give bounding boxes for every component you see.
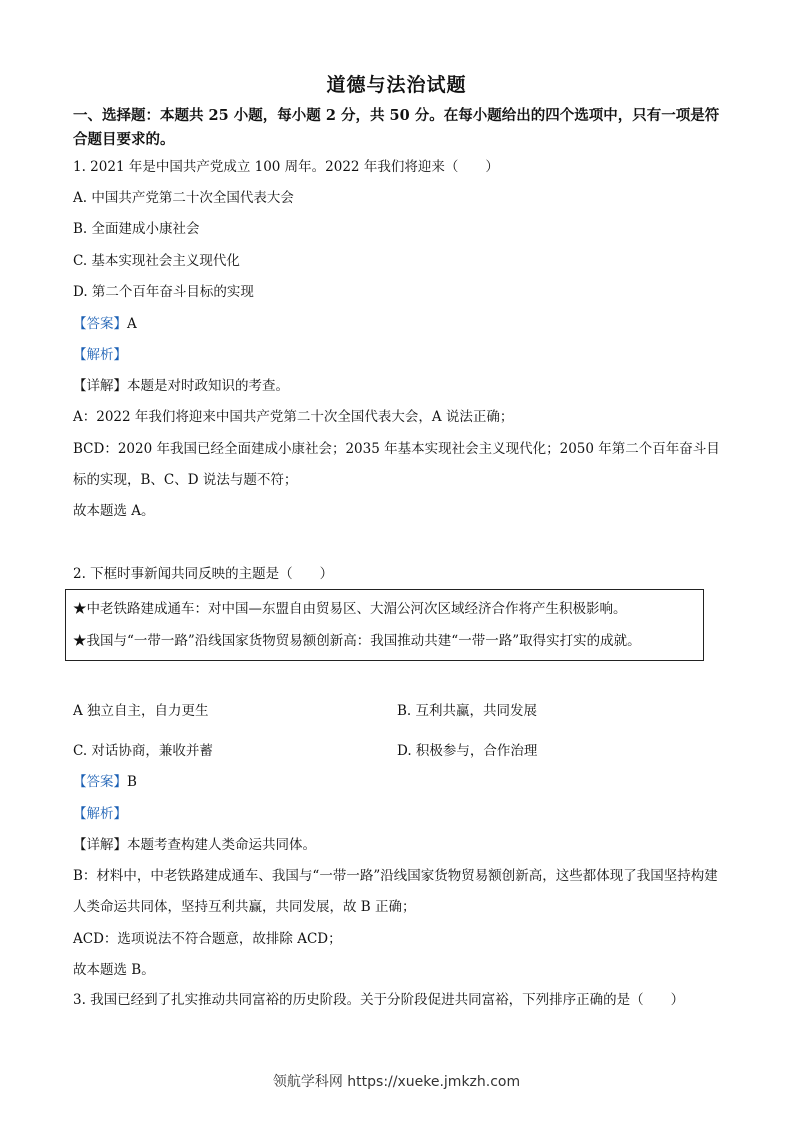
- detail-text: 本题是对时政知识的考查。: [127, 378, 289, 394]
- q1-option-d: D. 第二个百年奋斗目标的实现: [73, 284, 254, 300]
- q2-option-d: D. 积极参与，合作治理: [397, 743, 538, 759]
- answer-value: B: [127, 774, 137, 790]
- q2-option-b: B. 互利共赢，共同发展: [397, 703, 538, 719]
- q2-news-item-1: ★中老铁路建成通车：对中国—东盟自由贸易区、大湄公河次区域经济合作将产生积极影响。: [73, 601, 627, 617]
- q3-stem: 3. 我国已经到了扎实推动共同富裕的历史阶段。关于分阶段促进共同富裕，下列排序正确的是（ ）: [73, 992, 685, 1008]
- answer-tag: 【答案】: [73, 774, 127, 790]
- q2-option-a: A 独立自主，自力更生: [73, 703, 209, 719]
- q1-answer: [73, 315, 137, 333]
- q2-option-c: C. 对话协商，兼收并蓄: [73, 743, 213, 759]
- q1-analysis-tag: 【解析】: [73, 347, 127, 363]
- q1-stem: 1. 2021 年是中国共产党成立 100 周年。2022 年我们将迎来（ ）: [73, 159, 499, 175]
- q2-analysis-tag: 【解析】: [73, 806, 127, 822]
- page-title: 道德与法治试题: [326, 74, 467, 96]
- detail-text: 本题考查构建人类命运共同体。: [127, 837, 316, 853]
- q1-detail: [73, 377, 289, 395]
- detail-tag: 【详解】: [73, 837, 127, 853]
- q2-detail: [73, 836, 316, 854]
- q2-news-box: [65, 589, 704, 661]
- q2-detail-line-b: B：材料中，中老铁路建成通车、我国与“一带一路”沿线国家货物贸易额创新高，这些都体现了我国坚持构建人类命运共同体，坚持互利共赢，共同发展，故 B 正确；: [73, 868, 718, 915]
- q1-conclusion: 故本题选 A。: [73, 503, 155, 519]
- answer-value: A: [127, 316, 137, 332]
- q2-answer: [73, 773, 137, 791]
- q1-option-c: C. 基本实现社会主义现代化: [73, 253, 240, 269]
- q2-stem: 2. 下框时事新闻共同反映的主题是（ ）: [73, 566, 334, 582]
- footer-source: 领航学科网 https://xueke.jmkzh.com: [272, 1074, 521, 1090]
- q1-option-a: A. 中国共产党第二十次全国代表大会: [73, 190, 294, 206]
- answer-tag: 【答案】: [73, 316, 127, 332]
- q2-detail-line-acd: ACD：选项说法不符合题意，故排除 ACD；: [73, 931, 342, 947]
- detail-tag: 【详解】: [73, 378, 127, 394]
- q1-detail-line-a: A：2022 年我们将迎来中国共产党第二十次全国代表大会，A 说法正确；: [73, 409, 514, 425]
- q1-option-b: B. 全面建成小康社会: [73, 221, 200, 237]
- q2-news-item-2: ★我国与“一带一路”沿线国家货物贸易额创新高：我国推动共建“一带一路”取得实打实的成就。: [73, 633, 641, 649]
- q1-detail-line-bcd: BCD：2020 年我国已经全面建成小康社会；2035 年基本实现社会主义现代化；2050 年第二个百年奋斗目标的实现，B、C、D 说法与题不符；: [73, 441, 720, 488]
- section-heading: 一、选择题：本题共 25 小题，每小题 2 分，共 50 分。在每小题给出的四个选项中，只有一项是符合题目要求的。: [73, 107, 720, 148]
- q2-conclusion: 故本题选 B。: [73, 962, 155, 978]
